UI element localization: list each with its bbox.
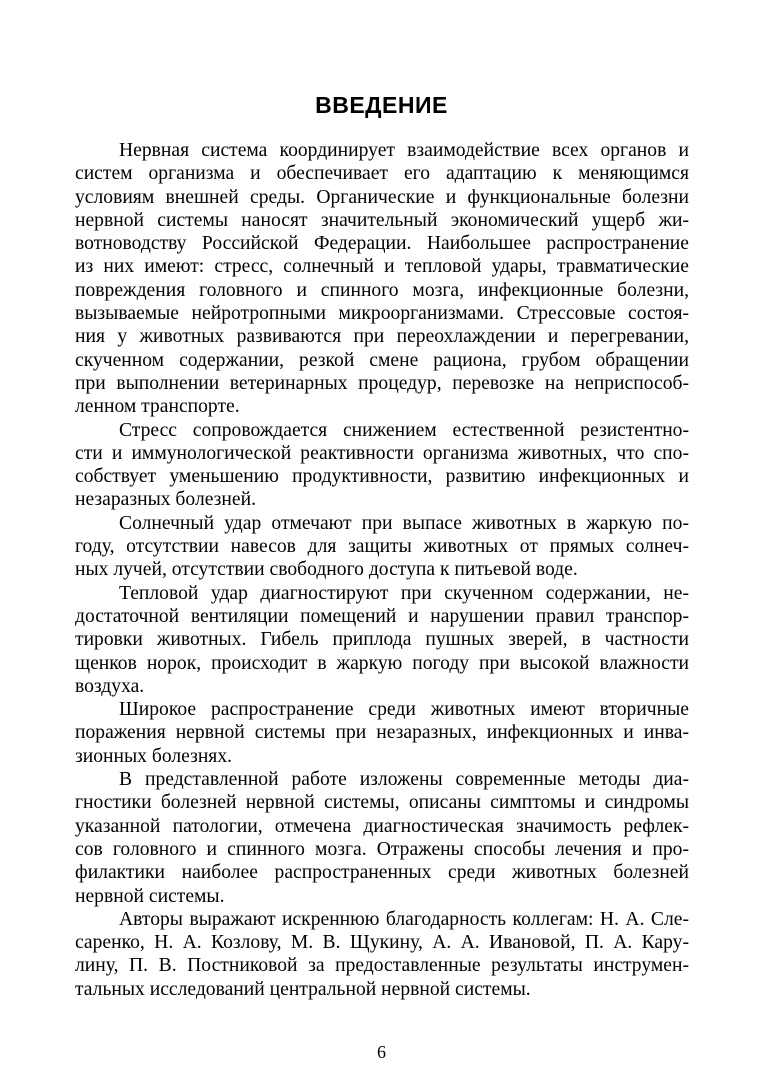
text-line: незаразных болезней.: [75, 489, 256, 511]
text-line: Авторы выражают искреннюю благодарность коллегам: Н. А. Сле-: [119, 908, 689, 930]
text-line: собствует уменьшению продуктивности, развитию инфекционных и: [75, 466, 689, 488]
text-line: вызываемые нейротропными микроорганизмами. Стрессовые состоя-: [75, 303, 689, 325]
text-line: Нервная система координирует взаимодействие всех органов и: [119, 140, 689, 161]
text-line: систем организма и обеспечивает его адаптацию к меняющимся: [75, 163, 689, 185]
page-number: 6: [377, 1042, 386, 1062]
paragraph: [75, 512, 689, 582]
text-line: ленном транспорте.: [75, 396, 240, 418]
paragraph: [75, 139, 689, 419]
page-title: ВВЕДЕНИЕ: [315, 92, 448, 118]
text-line: гностики болезней нервной системы, описаны симптомы и синдромы: [75, 792, 689, 814]
text-line: лину, П. В. Постниковой за предоставленные результаты инструмен-: [75, 955, 689, 977]
text-line: нервной системы.: [75, 885, 225, 907]
text-line: тировки животных. Гибель приплода пушных зверей, в частности: [75, 629, 689, 651]
text-line: поражения нервной системы при незаразных, инфекционных и инва-: [75, 722, 689, 744]
text-line: нервной системы наносят значительный экономический ущерб жи-: [75, 209, 689, 231]
paragraph: [75, 582, 689, 698]
text-line: ных лучей, отсутствии свободного доступа к питьевой воде.: [75, 559, 578, 581]
text-line: Тепловой удар диагностируют при скученном содержании, не-: [119, 582, 689, 604]
paragraph: [75, 908, 689, 1001]
text-line: при выполнении ветеринарных процедур, перевозке на неприспособ-: [75, 372, 689, 394]
text-line: достаточной вентиляции помещений и нарушении правил транспор-: [75, 605, 689, 627]
text-line: филактики наиболее распространенных среди животных болезней: [75, 862, 689, 884]
text-line: ния у животных развиваются при переохлаждении и перегревании,: [75, 326, 689, 348]
text-line: Широкое распространение среди животных имеют вторичные: [119, 699, 689, 721]
text-line: условиям внешней среды. Органические и функциональные болезни: [75, 186, 689, 208]
text-line: Солнечный удар отмечают при выпасе животных в жаркую по-: [119, 512, 689, 534]
text-line: скученном содержании, резкой смене рациона, грубом обращении: [75, 349, 689, 371]
paragraph: [75, 768, 689, 908]
paragraph: [75, 698, 689, 768]
paragraph: [75, 419, 689, 512]
text-line: повреждения головного и спинного мозга, инфекционные болезни,: [75, 279, 689, 301]
text-line: саренко, Н. А. Козлову, М. В. Щукину, А. А. Ивановой, П. А. Кару-: [75, 932, 689, 954]
text-line: сов головного и спинного мозга. Отражены способы лечения и про-: [75, 838, 689, 860]
text-line: из них имеют: стресс, солнечный и тепловой удары, травматические: [75, 256, 689, 278]
text-line: щенков норок, происходит в жаркую погоду при высокой влажности: [75, 652, 689, 674]
text-line: вотноводству Российской Федерации. Наибольшее распространение: [75, 233, 689, 255]
text-line: году, отсутствии навесов для защиты животных от прямых солнеч-: [75, 536, 689, 558]
text-line: В представленной работе изложены современные методы диа-: [119, 769, 689, 791]
text-line: воздуха.: [75, 675, 145, 697]
text-line: тальных исследований центральной нервной системы.: [75, 978, 531, 1000]
text-line: зионных болезнях.: [75, 745, 233, 767]
text-line: указанной патологии, отмечена диагностическая значимость рефлек-: [75, 815, 689, 837]
text-line: Стресс сопровождается снижением естественной резистентно-: [119, 419, 689, 441]
text-line: сти и иммунологической реактивности организма животных, что спо-: [75, 442, 689, 464]
body-text: [75, 139, 689, 1001]
